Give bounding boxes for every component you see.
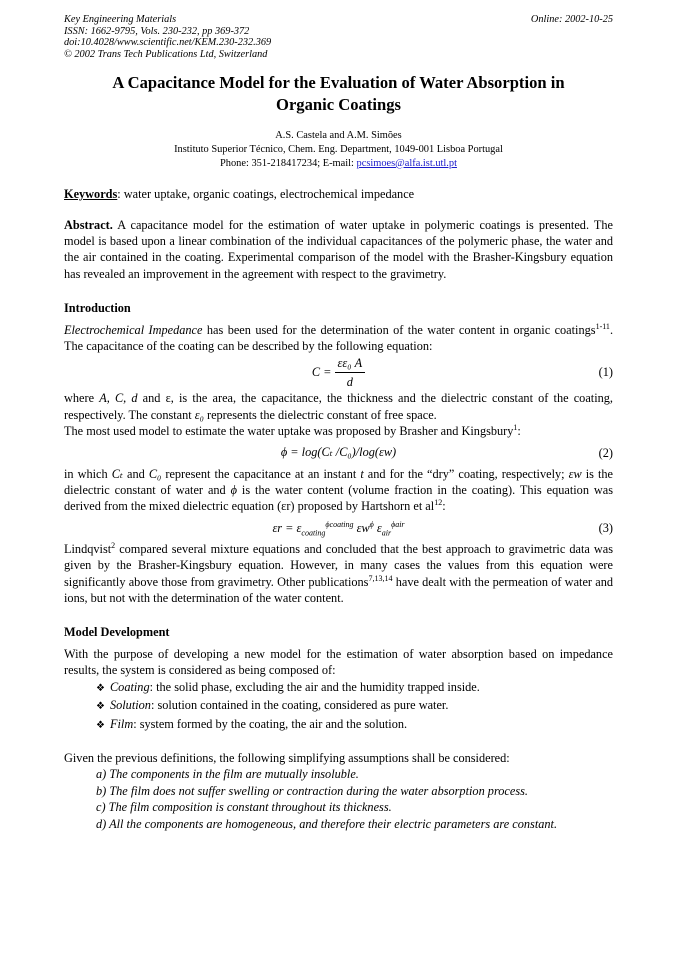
list-item [96, 697, 613, 715]
text: Lindqvist [64, 541, 112, 556]
component-list [64, 679, 613, 734]
journal-header [64, 14, 613, 60]
eq1-fraction [335, 355, 366, 391]
text: where [64, 391, 100, 406]
text: represent the capacitance at an instant [161, 466, 361, 481]
eq3-lhs: εr = ε [272, 520, 302, 535]
eq3-sub-air: air [381, 528, 392, 538]
symbol-ew: εw [568, 466, 582, 481]
contact [64, 157, 613, 171]
text: represents the dielectric constant of free space. [203, 407, 437, 422]
eq3-eair: ε [373, 520, 382, 535]
term: Film [109, 716, 134, 731]
text: compared several mixture equations and concluded that the best approach to gravimetric data was given by the Brasher-Kingsbury equation. However, in many cases the values from this equation were significantly above those from gravimetry. Other publications [64, 541, 613, 589]
equation-2 [64, 440, 613, 466]
text: and for the “dry” coating, respectively; [363, 466, 569, 481]
eq3-sub-coating: coating [301, 528, 326, 538]
title-line-1: A Capacitance Model for the Evaluation of Water Absorption in [112, 73, 565, 93]
symbol-phi: ϕ [230, 483, 237, 498]
list-item [96, 679, 613, 697]
citation: 2 [111, 540, 116, 550]
affiliation: Instituto Superior Técnico, Chem. Eng. Department, 1049-001 Lisboa Portugal [174, 143, 503, 155]
text: in which [64, 466, 112, 481]
intro-paragraph-4 [64, 466, 613, 515]
abstract-label: Abstract. [64, 217, 113, 232]
contact-phone: Phone: 351-218417234; E-mail: [220, 157, 357, 169]
symbol-c0: C₀ [148, 466, 162, 481]
citation: 1-11 [595, 321, 610, 331]
keywords-text: : water uptake, organic coatings, electrochemical impedance [117, 187, 415, 202]
eq1-denominator: d [346, 374, 353, 389]
eq3-expression [272, 520, 404, 536]
abstract-text: A capacitance model for the estimation of water uptake in polymeric coatings is presented. The model is based upon a linear combination of the individual capacitances of the polymeric phase, the water and the air contained in the coating. Experimental comparison of the model with the Brasher-Kingsbury equation has revealed an improvement in the agreement with respect to the gravimetry. [64, 217, 613, 281]
text: : system formed by the coating, the air and the solution. [133, 716, 408, 731]
eq1-lhs: C = [311, 365, 332, 380]
model-paragraph-1: With the purpose of developing a new model for the estimation of water absorption based on impedance results, the system is considered as being composed of: [64, 646, 613, 678]
text: is the water content (volume fraction in the coating). This equation was derived from the mixed dielectric equation (εr) proposed by Hartshorn et al [64, 483, 614, 514]
term-electrochemical-impedance: Electrochemical Impedance [64, 322, 203, 337]
term: Solution [109, 698, 151, 713]
variables: A, C, d [99, 391, 138, 406]
text: . The capacitance of the coating can be described by the following equation: [64, 322, 614, 353]
citation: 12 [434, 498, 443, 508]
list-item: a) The components in the film are mutually insoluble. [96, 767, 359, 782]
text: and ε, is the area, the capacitance, the thickness and the dielectric constant of the coating, respectively. The constant [64, 391, 613, 422]
assumption-list [64, 766, 613, 832]
journal-name: Key Engineering Materials [64, 14, 177, 25]
eq3-number: (3) [598, 520, 613, 535]
author-block [64, 129, 613, 170]
equation-3 [64, 515, 613, 541]
text: : solution contained in the coating, considered as pure water. [150, 698, 449, 713]
citation: 7,13,14 [368, 573, 393, 583]
text: and [122, 466, 149, 481]
text: has been used for the determination of the water content in organic coatings [202, 322, 596, 337]
journal-issn: ISSN: 1662-9795, Vols. 230-232, pp 369-372 [64, 25, 250, 37]
list-item: b) The film does not suffer swelling or contraction during the water absorption process. [96, 783, 528, 798]
keywords [64, 186, 613, 202]
intro-paragraph-2 [64, 390, 613, 423]
term: Coating [109, 679, 150, 694]
keywords-label: Keywords [64, 187, 118, 202]
section-heading-introduction: Introduction [64, 301, 131, 316]
citation: 1 [513, 423, 518, 433]
list-item: d) All the components are homogeneous, and therefore their electric parameters are constant. [96, 816, 558, 831]
authors: A.S. Castela and A.M. Simões [275, 130, 402, 142]
eq3-sup-air: ϕair [391, 519, 405, 529]
paper-page [64, 14, 613, 832]
abstract [64, 217, 613, 283]
journal-doi: doi:10.4028/www.scientific.net/KEM.230-232.369 [64, 37, 272, 49]
eq1-numerator: εε₀ A [335, 355, 366, 373]
list-item: c) The film composition is constant throughout its thickness. [96, 800, 392, 815]
eq3-ew: εw [353, 520, 370, 535]
eq3-sup-phi: ϕ [369, 519, 374, 529]
section-heading-model-development: Model Development [64, 625, 170, 640]
intro-paragraph-1 [64, 322, 613, 355]
text: : [442, 499, 446, 514]
list-item [96, 716, 613, 734]
eq3-sup-coating: ϕcoating [325, 519, 354, 529]
spacer [64, 734, 613, 750]
text: : [517, 424, 521, 439]
symbol-t: t [360, 466, 364, 481]
symbol-ct: Cₜ [111, 466, 123, 481]
text: is the dielectric constant of water and [64, 466, 613, 498]
intro-paragraph-3 [64, 423, 613, 439]
text: The most used model to estimate the water uptake was proposed by Brasher and Kingsbury [64, 424, 514, 439]
symbol-eps0: ε₀ [194, 407, 204, 422]
title-line-2: Organic Coatings [276, 94, 401, 114]
online-date: Online: 2002-10-25 [530, 14, 613, 25]
eq1-number: (1) [598, 365, 613, 380]
intro-paragraph-5 [64, 541, 613, 607]
model-paragraph-2: Given the previous definitions, the following simplifying assumptions shall be considered: [64, 750, 510, 765]
text: have dealt with the permeation of water and ions, but not with the determination of the water content. [64, 574, 613, 606]
journal-copyright: © 2002 Trans Tech Publications Ltd, Switzerland [64, 48, 268, 60]
equation-1 [64, 354, 613, 390]
eq2-expression: ϕ = log(Cₜ /C₀)/log(εw) [280, 445, 397, 460]
email-link[interactable]: pcsimoes@alfa.ist.utl.pt [356, 157, 457, 169]
text: : the solid phase, excluding the air and the humidity trapped inside. [149, 679, 480, 694]
paper-title [64, 72, 613, 115]
eq2-number: (2) [598, 445, 613, 460]
